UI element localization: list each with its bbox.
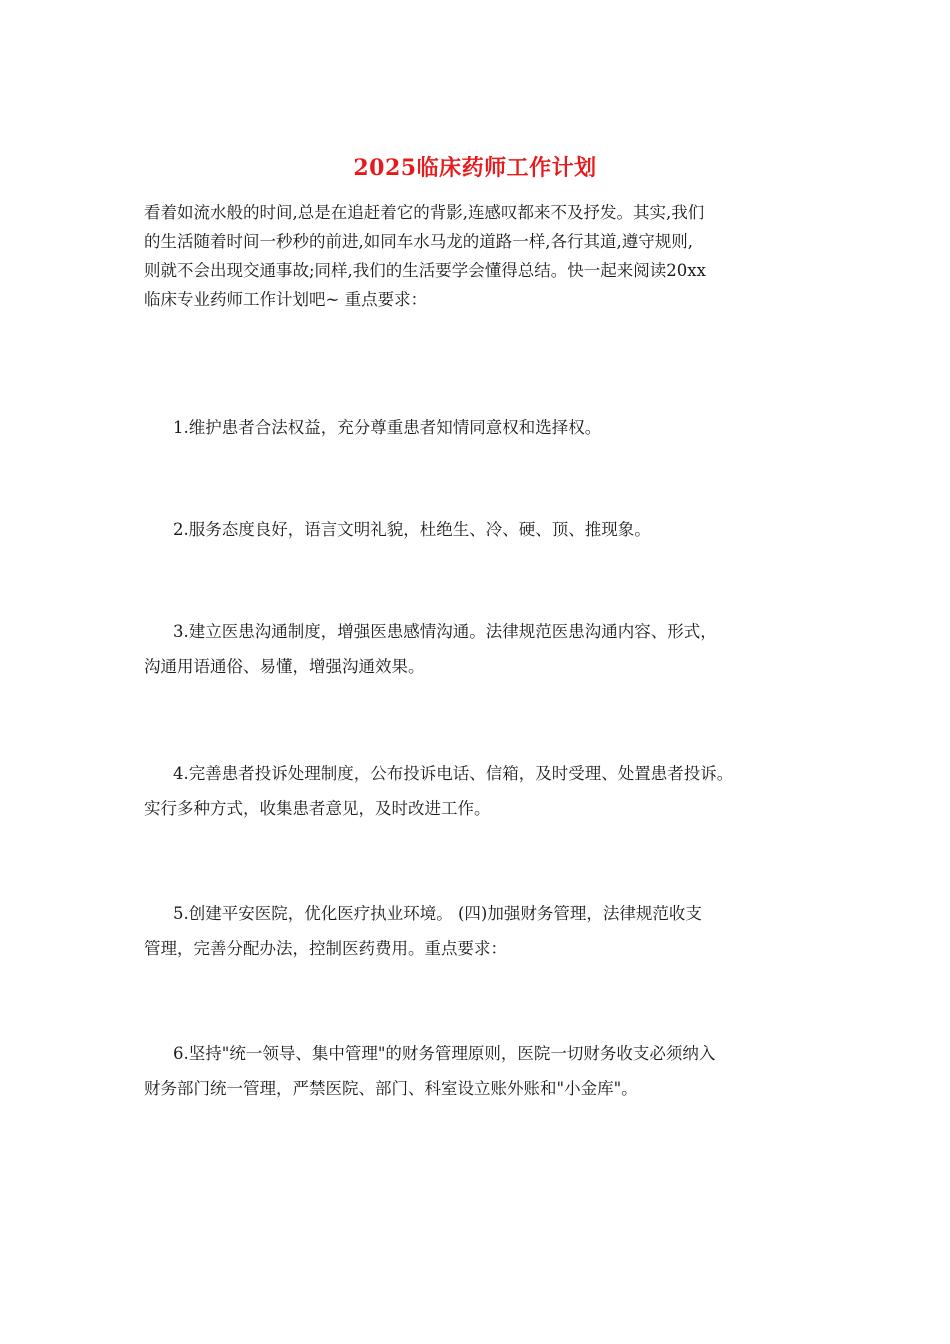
- intro-line: 则就不会出现交通事故;同样,我们的生活要学会懂得总结。快一起来阅读20xx: [144, 261, 706, 280]
- list-item-line: 管理，完善分配办法，控制医药费用。重点要求：: [144, 939, 507, 958]
- list-item-4: [144, 756, 834, 826]
- list-item-line: 5.创建平安医院，优化医疗执业环境。 (四)加强财务管理，法律规范收支: [173, 904, 702, 923]
- list-item-line: 财务部门统一管理，严禁医院、部门、科室设立账外账和"小金库"。: [144, 1079, 638, 1098]
- list-item-line: 2.服务态度良好，语言文明礼貌，杜绝生、冷、硬、顶、推现象。: [173, 520, 651, 539]
- list-item-line: 6.坚持"统一领导、集中管理"的财务管理原则，医院一切财务收支必须纳入: [173, 1044, 716, 1063]
- list-item-line: 3.建立医患沟通制度，增强医患感情沟通。法律规范医患沟通内容、形式，: [173, 622, 717, 641]
- list-item-line: 沟通用语通俗、易懂，增强沟通效果。: [144, 657, 425, 676]
- list-item-3: [144, 614, 834, 684]
- list-item-6: [144, 1036, 834, 1106]
- list-item-5: [144, 896, 834, 966]
- list-item-2: [144, 512, 834, 547]
- list-item-1: [144, 410, 834, 445]
- list-item-line: 实行多种方式，收集患者意见，及时改进工作。: [144, 799, 491, 818]
- list-item-line: 4.完善患者投诉处理制度，公布投诉电话、信箱，及时受理、处置患者投诉。: [173, 764, 734, 783]
- document-title: 2025临床药师工作计划: [353, 155, 597, 181]
- intro-paragraph: [144, 198, 834, 314]
- intro-line: 看着如流水般的时间,总是在追赶着它的背影,连感叹都来不及抒发。其实,我们: [144, 203, 705, 222]
- intro-line: 临床专业药师工作计划吧~ 重点要求：: [144, 290, 428, 309]
- list-item-line: 1.维护患者合法权益，充分尊重患者知情同意权和选择权。: [173, 418, 602, 437]
- intro-line: 的生活随着时间一秒秒的前进,如同车水马龙的道路一样,各行其道,遵守规则,: [144, 232, 693, 251]
